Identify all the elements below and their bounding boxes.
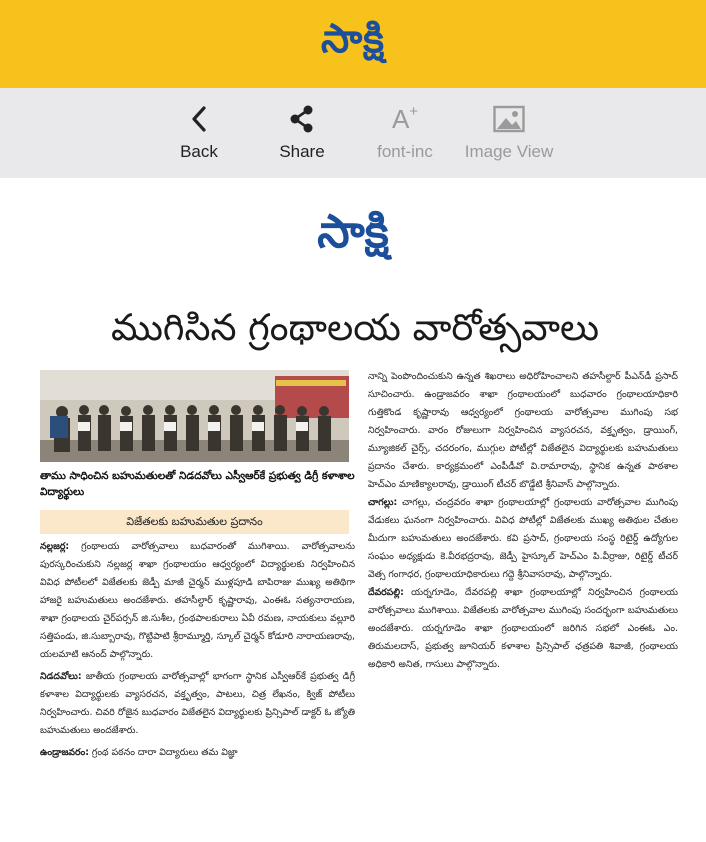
image-view-button[interactable]	[460, 102, 558, 162]
article-clipping	[0, 178, 706, 842]
article-paragraph	[40, 538, 355, 664]
section-subheading: విజేతలకు బహుమతుల ప్రదానం	[40, 510, 349, 534]
newspaper-masthead: సాక్షి	[317, 204, 389, 258]
paragraph-text: చాగల్లు, చంద్రవరం శాఖా గ్రంథాలయాల్లో గ్రంథాలయ వారోత్సవాల ముగింపు వేడుకలు ఘనంగా నిర్వహించారు. వివిధ పోటీల్లో విజేతలకు ముఖ్య అతిథుల చేతుల మీదుగా బహుమతులు అందజేశారు. కవి ప్రసాద్, గ్రంథాలయ సంస్థ రిటైర్డ్ ఉద్యోగుల సంఘం అధ్యక్షుడు కె.వీరభద్రరావు, జెడ్పీ హైస్కూల్ హెచ్‌ఎం పి.వీర్రాజు, రిటైర్డ్ టీచర్ వెత్స గంగాధర, గ్రంథాలయాధికారులు గద్దె శ్రీనివాసరావు, పాల్గొన్నారు.	[368, 497, 678, 580]
app-header	[0, 0, 706, 88]
paragraph-text: గ్రంథాలయ వారోత్సవాలు బుధవారంతో ముగిశాయి. వారోత్సవాలను పురస్కరించుకుని నల్లజర్ల శాఖా గ్రంథాలయం ఆధ్వర్యంలో విద్యార్థులకు నిర్వహించిన వివిధ పోటీలలో విజేతలకు జెడ్పీ మాజీ చైర్మన్ ముళ్లపూడి బాపిరాజు ముఖ్య అతిథిగా హాజరై బహుమతులు అందజేశారు. తహసీల్దార్ కృష్ణారావు, ఎంఈఓ సత్యనారాయణ, శాఖా గ్రంథాలయ చైర్‌పర్సన్ జి.సుశీల, గ్రంథపాలకురాలు ఏవీ రమణ, నాయకులు వల్లూరి సత్తిపండు, జి.సుబ్బారావు, గొట్టిపాటి శ్రీరామ్మూర్తి, స్కూల్ చైర్మన్ కోడూరి నారాయణరావు, యలమాటి ఆనంద్ పాల్గొన్నారు.	[40, 541, 355, 660]
dateline: నిడదవోలు:	[40, 671, 82, 682]
article-paragraph	[40, 668, 355, 740]
left-column	[40, 370, 355, 762]
share-button[interactable]	[276, 102, 328, 162]
reader-toolbar	[0, 88, 706, 178]
dateline: చాగల్లు:	[368, 497, 398, 508]
article-paragraph	[40, 744, 355, 762]
image-icon	[493, 102, 525, 136]
right-column	[368, 368, 678, 674]
back-button[interactable]	[176, 102, 222, 162]
dateline: ఉండ్రాజవరం:	[40, 747, 89, 758]
image-view-label: Image View	[464, 142, 554, 161]
article-paragraph	[368, 368, 678, 494]
share-label: Share	[279, 142, 325, 161]
article-paragraph	[368, 584, 678, 674]
dateline: దేవరపల్లి:	[368, 587, 404, 598]
paragraph-text: జాతీయ గ్రంథాలయ వారోత్సవాల్లో భాగంగా స్థానిక ఎస్వీఆర్‌కే ప్రభుత్వ డిగ్రీ కళాశాల విద్యార్థులకు వ్యాసరచన, వక్తృత్వం, పాటలు, చిత్ర లేఖనం, క్విజ్ పోటీలు నిర్వహించారు. చివరి రోజైన బుధవారం విజేతలైన విద్యార్థులకు ప్రిన్సిపాల్ డాక్టర్ ఓ జ్యోతి బహుమతులు అందజేశారు.	[40, 671, 355, 736]
paragraph-text: యర్నగూడెం, దేవరపల్లి శాఖా గ్రంథాలయాల్లో నిర్వహించిన గ్రంథాలయ వారోత్సవాలు ముగిశాయి. విజేతలకు వారోత్సవాల ముగింపు సందర్భంగా బహుమతులు అందజేశారు. యర్నగూడెం శాఖా గ్రంథాలయంలో జరిగిన సభలో ఎంఈఓ ఎం. తిరుమలదాస్, ప్రభుత్వ జూనియర్ కళాశాల ప్రిన్సిపాల్ ఛత్రపతి శివాజీ, గ్రంథాలయ అధికారి అనిత, గాసులు పాల్గొన్నారు.	[368, 587, 678, 670]
back-arrow-icon	[188, 102, 210, 136]
group-photo	[40, 370, 349, 462]
font-increase-label: font-inc	[377, 142, 433, 161]
app-logo: సాక్షి	[320, 16, 386, 62]
dateline: నల్లజర్ల:	[40, 541, 70, 552]
share-icon	[288, 102, 316, 136]
paragraph-text: నాన్ని పెంపొందించుకుని ఉన్నత శిఖరాలు అధిరోహించాలని తహసీల్దార్ పీఎన్‌డీ ప్రసాద్ సూచించారు. ఉండ్రాజవరం శాఖా గ్రంథాలయంలో బుధవారం గ్రంథాలయాధికారి గుత్తికొండ కృష్ణారావు ఆధ్వర్యంలో గ్రంథాలయ వారోత్సవాల ముగింపు సభ నిర్వహించారు. వారం రోజులుగా నిర్వహించిన వ్యాసరచన, వక్తృత్వం, డ్రాయింగ్, మ్యూజికల్ చైర్స్, చదరంగం, ముగ్గుల పోటీల్లో విజేతలైన విద్యార్థులకు బహుమతులు ప్రదానం చేశారు. కార్యక్రమంలో ఎంపీడీవో వి.రామారావు, స్థానిక ఉన్నత పాఠశాల హెచ్‌ఎం మాణిక్యాలరావు, డ్రాయింగ్ టీచర్ బొడ్డేటి శ్రీనివాస్ పాల్గొన్నారు.	[368, 371, 678, 490]
photo-caption: తాము సాధించిన బహుమతులతో నిడదవోలు ఎస్వీఆర్‌కే ప్రభుత్వ డిగ్రీ కళాశాల విద్యార్థులు	[40, 470, 355, 498]
font-increase-button[interactable]	[372, 102, 438, 162]
font-increase-icon: A +	[391, 102, 419, 134]
article-headline: ముగిసిన గ్రంథాలయ వారోత్సవాలు	[110, 306, 600, 349]
back-label: Back	[180, 142, 218, 161]
article-paragraph	[368, 494, 678, 584]
paragraph-text: గ్రంథ పఠనం దారా విద్యారులు తమ విజ్ఞా	[88, 747, 238, 758]
